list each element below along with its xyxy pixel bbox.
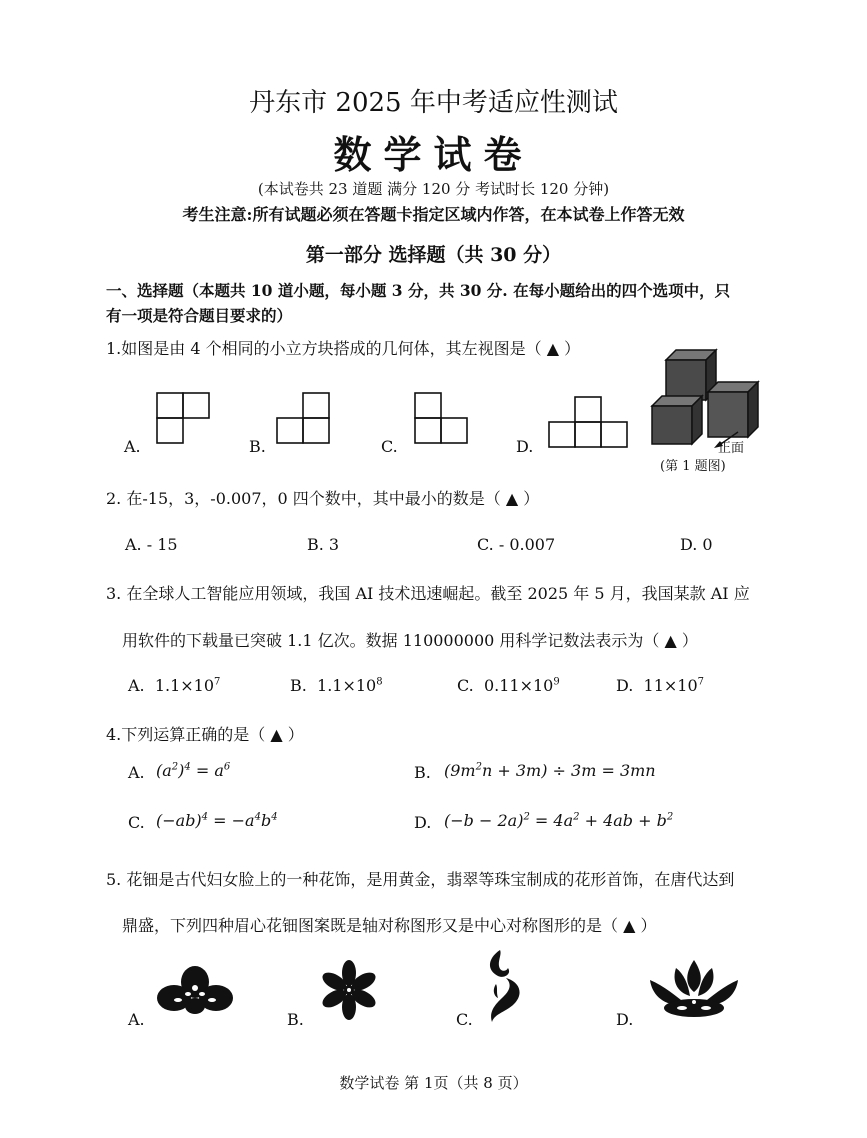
part-title: 第一部分 选择题（共 30 分） xyxy=(305,244,562,266)
q3-option-d-label: D. xyxy=(616,676,634,695)
q4-option-c-formula: $(-ab)^4 = -a^4b^4$ xyxy=(156,811,278,830)
q4-option-b-formula: $(9m^2n + 3m) \div 3m = 3mn$ xyxy=(444,761,656,780)
q3-option-c xyxy=(457,676,560,695)
q4-option-d-label: D. xyxy=(414,813,432,832)
q3-line2: 用软件的下载量已突破 1.1 亿次。数据 110000000 用科学记数法表示为（ ▲ ） xyxy=(122,631,698,650)
q3-option-a-label: A. xyxy=(128,676,145,695)
q3-option-a-base: 1.1×10 xyxy=(154,676,215,695)
q1-option-d-figure xyxy=(548,396,630,448)
q4-option-a-formula: $(a^2)^4 = a^6$ xyxy=(156,761,231,780)
q3-option-d xyxy=(616,676,704,695)
q5-option-d-flower xyxy=(646,958,742,1020)
q1-option-b-figure xyxy=(276,392,332,444)
q5-option-b-flower xyxy=(318,958,380,1022)
q3-option-b xyxy=(290,676,383,695)
q5-option-c-flower xyxy=(482,948,528,1024)
q3-option-b-label: B. xyxy=(290,676,307,695)
section-heading-line2: 有一项是符合题目要求的） xyxy=(106,306,293,325)
paper-title: 数学试卷 xyxy=(333,132,534,177)
section-heading-line1: 一、选择题（本题共 10 道小题，每小题 3 分，共 30 分. 在每小题给出的四个选项中，只 xyxy=(106,281,731,300)
q5-option-a-flower xyxy=(156,962,234,1018)
q3-option-a xyxy=(128,676,220,695)
q2-stem: 2. 在-15，3，-0.007，0 四个数中，其中最小的数是（ ▲ ） xyxy=(106,489,540,508)
q4-option-b-label: B. xyxy=(414,763,431,782)
q4-option-c-label: C. xyxy=(128,813,145,832)
q1-option-a-label: A. xyxy=(124,437,141,456)
q4-option-d-formula: $(-b - 2a)^2 = 4a^2 + 4ab + b^2$ xyxy=(444,811,674,830)
q5-line1: 5. 花钿是古代妇女脸上的一种花饰，是用黄金，翡翠等珠宝制成的花形首饰，在唐代达到 xyxy=(106,870,735,889)
q2-option-c: C. - 0.007 xyxy=(477,535,556,554)
q5-option-d-label: D. xyxy=(616,1010,634,1029)
q3-option-b-exp: 8 xyxy=(376,676,383,688)
q3-option-c-exp: 9 xyxy=(553,676,560,688)
q2-option-a: A. - 15 xyxy=(125,535,178,554)
q3-option-a-exp: 7 xyxy=(214,676,221,688)
paper-info: (本试卷共 23 道题 满分 120 分 考试时长 120 分钟) xyxy=(257,180,610,198)
q1-front-label: 正面 xyxy=(718,441,745,456)
page-footer: 数学试卷 第 1页（共 8 页） xyxy=(339,1074,528,1092)
q1-cube-figure xyxy=(648,346,768,452)
q2-option-b: B. 3 xyxy=(307,535,340,554)
q1-option-c-figure xyxy=(414,392,470,444)
q3-option-d-base: 11×10 xyxy=(643,676,698,695)
q1-stem: 1.如图是由 4 个相同的小立方块搭成的几何体，其左视图是（ ▲ ） xyxy=(106,339,581,358)
q4-option-a-label: A. xyxy=(128,763,145,782)
q1-option-a-figure xyxy=(156,392,212,444)
q5-option-c-label: C. xyxy=(456,1010,473,1029)
q5-option-b-label: B. xyxy=(287,1010,304,1029)
q3-option-d-exp: 7 xyxy=(697,676,705,688)
q1-option-d-label: D. xyxy=(516,437,534,456)
q3-option-c-base: 0.11×10 xyxy=(483,676,554,695)
notice: 考生注意:所有试题必须在答题卡指定区域内作答，在本试卷上作答无效 xyxy=(182,205,685,224)
q1-option-b-label: B. xyxy=(249,437,266,456)
q1-option-c-label: C. xyxy=(381,437,398,456)
q1-figure-caption: (第 1 题图) xyxy=(660,459,726,474)
q5-line2: 鼎盛，下列四种眉心花钿图案既是轴对称图形又是中心对称图形的是（ ▲ ） xyxy=(122,916,657,935)
q3-line1: 3. 在全球人工智能应用领域，我国 AI 技术迅速崛起。截至 2025 年 5 月，我国某款 AI 应 xyxy=(106,584,750,603)
q4-stem: 4.下列运算正确的是（ ▲ ） xyxy=(106,725,304,744)
exam-title: 丹东市 2025 年中考适应性测试 xyxy=(249,88,618,118)
q3-option-c-label: C. xyxy=(457,676,474,695)
q2-option-d: D. 0 xyxy=(680,535,713,554)
q3-option-b-base: 1.1×10 xyxy=(317,676,377,695)
q5-option-a-label: A. xyxy=(128,1010,145,1029)
